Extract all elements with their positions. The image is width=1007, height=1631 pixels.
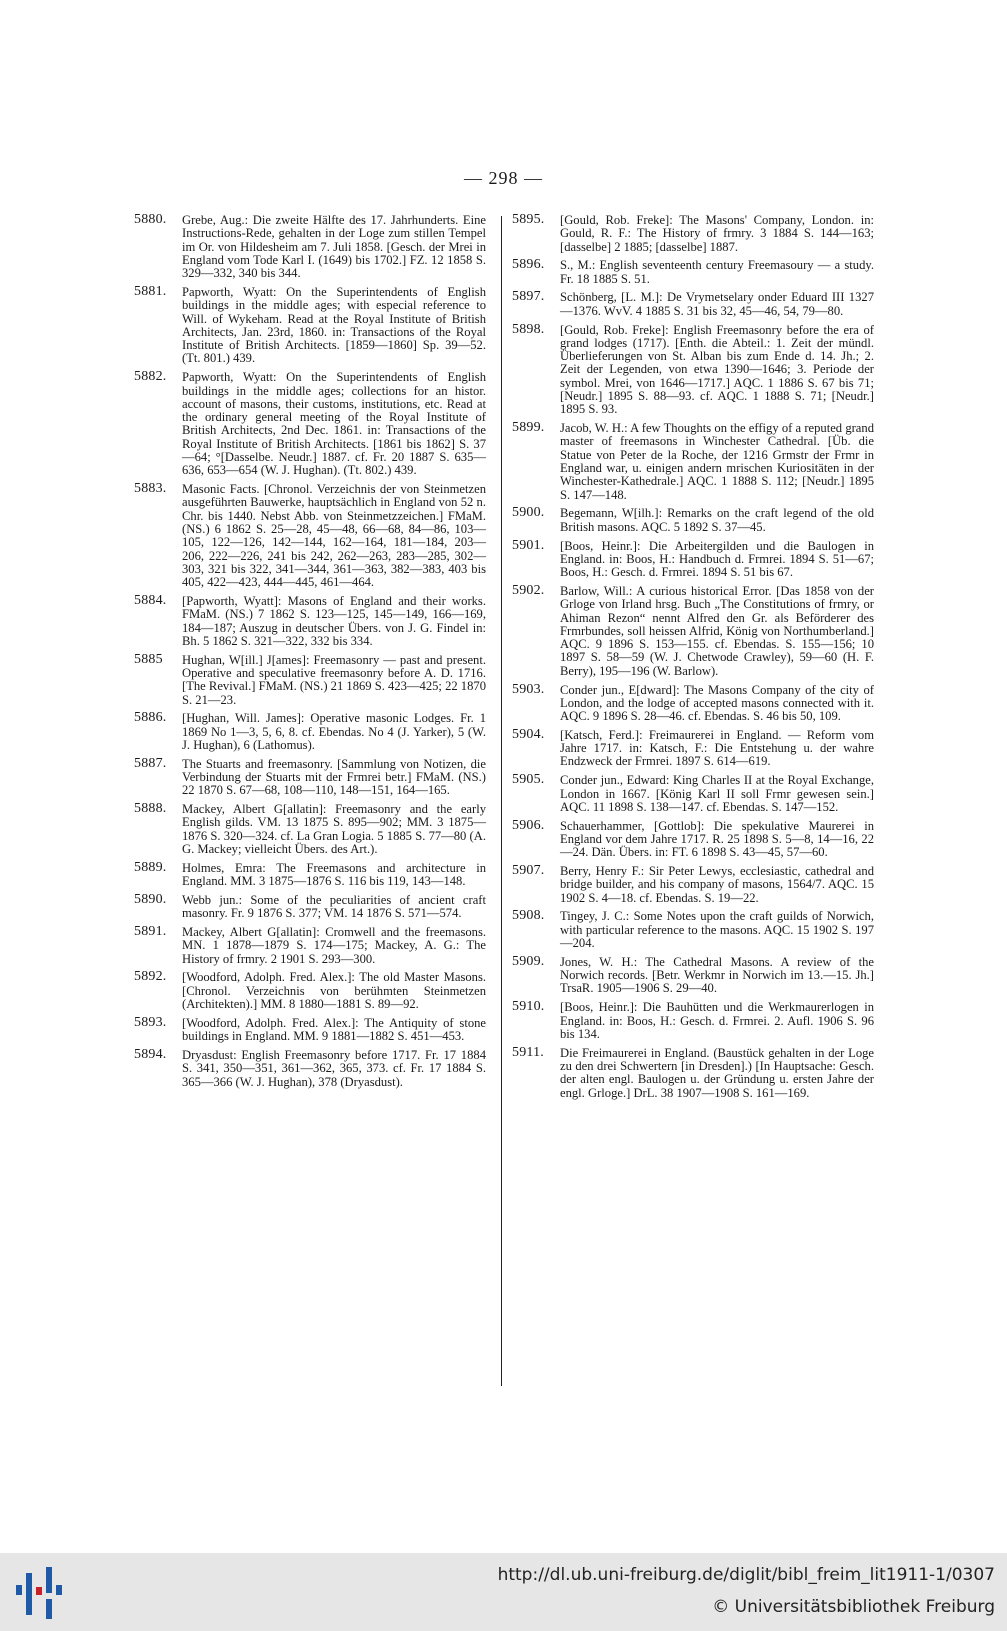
bibliography-entry [134,712,486,752]
entry-number: 5890. [134,891,167,907]
entry-number: 5897. [512,289,545,305]
entry-text: Mackey, Albert G[allatin]: Freemasonry and the early English gilds. VM. 13 1875 S. 895—902; MM. 3 1875—1876 S. 320—324. cf. La Gran Logia. 5 1885 S. 77—80 (A. G. Mackey; vielleicht Übers. des Art.). [182,802,486,857]
footer-copyright: © Universitätsbibliothek Freiburg [712,1597,995,1617]
entry-text: The Stuarts and freemasonry. [Sammlung von Notizen, die Verbindung der Stuarts mit der Frmrei betr.] FMaM. (NS.) 22 1870 S. 67—68, 108—110, 148—151, 164—165. [182,756,486,798]
bibliography-entry [134,214,486,280]
page-number: — 298 — [464,168,543,188]
entry-text: [Papworth, Wyatt]: Masons of England and their works. FMaM. (NS.) 7 1862 S. 123—125, 145—149, 166—169, 184—187; Auszug in deutscher Übers. von J. G. Findel in: Bh. 5 1862 S. 321—322, 332 bis 334. [182,594,486,648]
entry-text: Holmes, Emra: The Freemasons and architecture in England. MM. 3 1875—1876 S. 116 bis 119, 143—148. [182,860,486,889]
footer-bar [0,1553,1007,1631]
column-divider [501,216,502,1386]
bibliography-entry [512,681,874,724]
entry-text: [Gould, Rob. Freke]: English Freemasonry before the era of grand lodges (1717). [Enth. die Abteil.: 1. Zeit der mündl. Überlieferungen von St. Alban bis zum Ende d. 14. Jh.; 2. Zeit der Legenden, von etwa 1390—1646; 3. Periode der symbol. Mrei, von 1646—1717.] AQC. 1 1886 S. 67 bis 71; [Neudr.] 1895 S. 88—93. cf. AQC. 1 1888 S. 71; [Neudr.] 1895 S. 93. [560,322,874,417]
entry-text: [Hughan, Will. James]: Operative masonic Lodges. Fr. 1 1869 No 1—3, 5, 6, 8. cf. Ebendas. No 4 (J. Yarker), 5 (W. J. Hughan), 6 (Lathomus). [182,711,486,752]
left-column [134,214,486,1094]
bibliography-entry [134,971,486,1011]
entry-number: 5902. [512,582,545,598]
bibliography-entry [512,291,874,318]
entry-text: Conder jun., Edward: King Charles II at the Royal Exchange, London in 1667. [König Karl II soll Frmr gewesen sein.] AQC. 11 1898 S. 138—147. cf. Ebendas. S. 147—152. [560,773,874,814]
entry-text: [Woodford, Adolph. Fred. Alex.]: The old Master Masons. [Chronol. Verzeichnis von berühmten Steinmetzen (Architekten).] MM. 8 1880—1881 S. 89—92. [182,970,486,1012]
bibliography-entry [512,582,874,678]
entry-number: 5884. [134,593,167,609]
bibliography-entry [134,1014,486,1044]
entry-text: Jones, W. H.: The Cathedral Masons. A review of the Norwich records. [Betr. Werkmr in Norwich im 13.—15. Jh.] TrsaR. 1905—1906 S. 29—40. [560,954,874,996]
bibliography-entry [134,595,486,648]
entry-text: Dryasdust: English Freemasonry before 1717. Fr. 17 1884 S. 341, 350—351, 361—362, 365, 373. cf. Fr. 17 1884 S. 365—366 (W. J. Hughan), 378 (Dryasdust). [182,1047,486,1089]
bibliography-entry [512,1044,874,1100]
bibliography-entry [134,283,486,366]
entry-number: 5907. [512,863,545,879]
entry-number: 5881. [134,283,167,299]
entry-number: 5911. [512,1044,544,1060]
bibliography-entry [512,507,874,534]
entry-text: Schönberg, [L. M.]: De Vrymetselary onder Eduard III 1327—1376. WvV. 4 1885 S. 31 bis 32, 45—46, 54, 79—80. [560,290,874,318]
bibliography-entry [134,891,486,921]
entry-number: 5900. [512,505,545,521]
entry-text: Tingey, J. C.: Some Notes upon the craft guilds of Norwich, with particular reference to the masons. AQC. 15 1902 S. 197—204. [560,909,874,951]
entry-text: Papworth, Wyatt: On the Superintendents of English buildings in the middle ages; with especial reference to Will. of Wykeham. Read at the Royal Institute of British Architects, Jan. 23rd, 1860. in: Transactions of the Royal Institute of British Architects. [1859—1860] Sp. 39—52. (Tt. 801.) 439. [182,284,486,366]
entry-number: 5892. [134,969,167,985]
bibliography-entry [134,755,486,798]
bibliography-entry [512,214,874,254]
entry-number: 5894. [134,1046,167,1062]
entry-text: Hughan, W[ill.] J[ames]: Freemasonry — past and present. Operative and speculative freemasonry before A. D. 1716. [The Revival.] FMaM. (NS.) 21 1869 S. 423—425; 22 1870 S. 21—23. [182,652,486,707]
bibliography-entry [512,422,874,502]
bibliography-entry [134,371,486,477]
entry-text: S., M.: English seventeenth century Freemasoury — a study. Fr. 18 1885 S. 51. [560,258,874,286]
footer-url-link[interactable]: http://dl.ub.uni-freiburg.de/diglit/bibl_freim_lit1911-1/0307 [497,1565,995,1585]
entry-text: Berry, Henry F.: Sir Peter Lewys, ecclesiastic, cathedral and bridge builder, and his company of masons, 1564/7. AQC. 15 1902 S. 4—18. cf. Ebendas. S. 19—22. [560,864,874,905]
entry-number: 5903. [512,681,545,697]
entry-number: 5910. [512,999,545,1015]
entry-number: 5893. [134,1014,167,1030]
entry-text: [Katsch, Ferd.]: Freimaurerei in England. — Reform vom Jahre 1717. in: Katsch, F.: Die Entstehung u. der wahre Endzweck der Frmrei. 1897 S. 614—619. [560,727,874,769]
entry-number: 5882. [134,369,167,385]
bibliography-entry [512,817,874,860]
entry-number: 5891. [134,924,167,940]
bibliography-entry [134,803,486,856]
entry-number: 5899. [512,420,545,436]
entry-number: 5904. [512,726,545,742]
entry-number: 5883. [134,481,167,497]
bibliography-entry [134,859,486,889]
bibliography-entry [134,483,486,589]
bibliography-entry [512,726,874,769]
bibliography-entry [512,774,874,814]
entry-number: 5895. [512,212,545,227]
bibliography-entry [512,537,874,580]
entry-text: Mackey, Albert G[allatin]: Cromwell and the freemasons. MN. 1 1878—1879 S. 174—175; Mackey, A. G.: The History of frmry. 2 1901 S. 293—300. [182,925,486,966]
entry-text: Papworth, Wyatt: On the Superintendents of English buildings in the middle ages; collections for an histor. account of masons, their customs, institutions, etc. Read at the ordinary general meeting of the Royal Institute of British Architects, 2nd Dec. 1861. in: Transactions of the Royal Institute of British Architects. [1861 bis 1862] S. 37—64; °[Dasselbe. Neudr.] 1887. cf. Fr. 20 1887 S. 635—636, 653—654 (W. J. Hughan). (Tt. 802.) 439. [182,370,486,478]
entry-number: 5898. [512,321,545,337]
entry-number: 5888. [134,801,167,817]
entry-number: 5887. [134,755,167,771]
entry-text: Barlow, Will.: A curious historical Error. [Das 1858 von der Grloge von Irland hrsg. Buch „The Constitutions of frmry, or Ahiman Rezon“ nennt Alfred den Gr. als Beförderer des Frmrbundes, soll heissen Alfrid, König von Northumberland.] AQC. 9 1896 S. 153—155. cf. Ebendas. S. 155—156; 10 1897 S. 58—59 (W. J. Chetwode Crawley), 59—60 (H. F. Berry), 195—196 (W. Barlow). [560,583,874,678]
entry-number: 5880. [134,212,167,227]
entry-number: 5908. [512,908,545,924]
entry-text: [Woodford, Adolph. Fred. Alex.]: The Antiquity of stone buildings in England. MM. 9 1881—1882 S. 451—453. [182,1015,486,1044]
entry-number: 5896. [512,257,545,273]
entry-text: Schauerhammer, [Gottlob]: Die spekulative Maurerei in England vor dem Jahre 1717. R. 25 1898 S. 5—8, 14—16, 22—24. Dän. Übers. in: FT. 6 1898 S. 43—45, 57—60. [560,818,874,860]
entry-number: 5905. [512,772,545,788]
entry-text: [Boos, Heinr.]: Die Arbeitergilden und die Baulogen in England. in: Boos, H.: Handbuch d. Frmrei. 1894 S. 51—67; Boos, H.: Gesch. d. Frmrei. 1894 S. 51 bis 67. [560,538,874,580]
bibliography-entry [512,1001,874,1041]
bibliography-entry [134,651,486,707]
entry-text: Masonic Facts. [Chronol. Verzeichnis der von Steinmetzen ausgeführten Bauwerke, hauptsächlich in England von 52 n. Chr. bis 1440. Nebst Abb. von Steinmetzzeichen.] FMaM. (NS.) 6 1862 S. 25—28, 45—48, 66—68, 84—86, 103—105, 122—126, 142—144, 162—164, 181—184, 203—206, 222—226, 241 bis 242, 262—263, 283—285, 302—303, 321 bis 322, 341—344, 361—363, 382—383, 403 bis 405, 422—423, 444—445, 461—464. [182,482,486,590]
entry-text: [Boos, Heinr.]: Die Bauhütten und die Werkmaurerlogen in England. in: Boos, H.: Gesch. d. Frmrei. 2. Aufl. 1906 S. 96 bis 134. [560,1000,874,1041]
entry-text: Conder jun., E[dward]: The Masons Company of the city of London, and the lodge of accepted masons connected with it. AQC. 9 1896 S. 28—46. cf. Ebendas. S. 46 bis 50, 109. [560,682,874,724]
entry-number: 5901. [512,537,545,553]
entry-text: [Gould, Rob. Freke]: The Masons' Company, London. in: Gould, R. F.: The History of frmry. 3 1884 S. 144—163; [dasselbe] 2 1885; [dasselbe] 1887. [560,213,874,254]
entry-text: Begemann, W[ilh.]: Remarks on the craft legend of the old British masons. AQC. 5 1892 S. 37—45. [560,506,874,534]
bibliography-entry [512,259,874,286]
bibliography-entry [512,865,874,905]
entry-text: Jacob, W. H.: A few Thoughts on the effigy of a reputed grand master of freemasons in Winchester Cathedral. [Üb. die Statue von Peter de la Roche, der 1216 Grmstr der Frmr in England war, u. einigen andern mrischen Kuriositäten in der Winchester-Kathedrale.] AQC. 1 1888 S. 112; [Neudr.] 1895 S. 147—148. [560,421,874,502]
entry-text: Die Freimaurerei in England. (Baustück gehalten in der Loge zu den drei Schwertern [in Dresden].) [In Hauptsache: Gesch. der alten engl. Baulogen u. der Gründung u. ersten Jahre der engl. Grloge.] DrL. 38 1907—1908 S. 161—169. [560,1045,874,1100]
bibliography-entry [134,926,486,966]
bibliography-entry [512,321,874,417]
entry-number: 5909. [512,953,545,969]
right-column [512,214,874,1105]
bibliography-entry [512,910,874,950]
bibliography-entry [512,953,874,996]
entry-number: 5889. [134,859,167,875]
entry-number: 5885 [134,651,163,667]
entry-text: Webb jun.: Some of the peculiarities of ancient craft masonry. Fr. 9 1876 S. 377; VM. 14 1876 S. 571—574. [182,892,486,921]
entry-number: 5906. [512,817,545,833]
bibliography-entry [134,1046,486,1089]
entry-text: Grebe, Aug.: Die zweite Hälfte des 17. Jahrhunderts. Eine Instructions-Rede, gehalten in der Loge zum stillen Tempel im Or. von Hildesheim am 7. Juli 1858. [Gesch. der Mrei in England vom Tode Karl I. (1649) bis 1702.] FZ. 12 1858 S. 329—332, 340 bis 344. [182,213,486,281]
entry-number: 5886. [134,710,167,726]
ub-freiburg-logo-icon [10,1565,70,1621]
